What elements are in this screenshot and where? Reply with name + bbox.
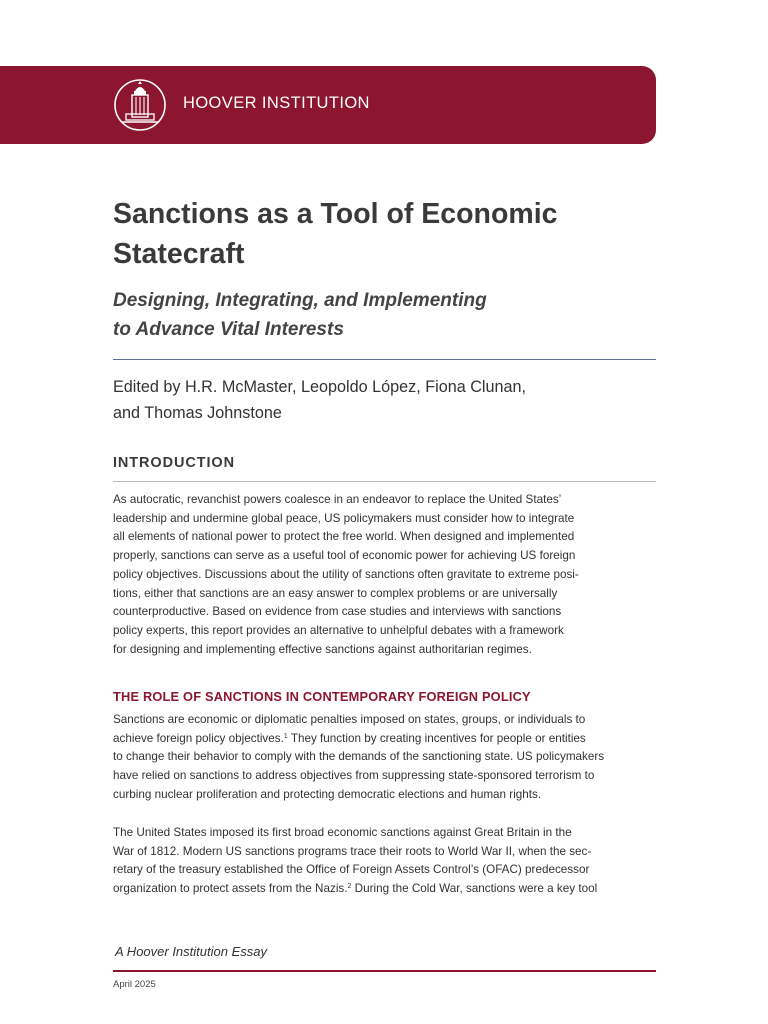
line-text: During the Cold War, sanctions were a key tool xyxy=(351,882,598,896)
hoover-tower-icon xyxy=(113,78,167,132)
paragraph-line xyxy=(113,880,597,899)
header-banner xyxy=(0,66,656,144)
paragraph-line: The United States imposed its first broad economic sanctions against Great Britain in the xyxy=(113,826,572,839)
introduction-heading: INTRODUCTION xyxy=(113,455,235,471)
editors-line xyxy=(113,374,653,426)
footnote-ref-2[interactable]: 2 xyxy=(347,883,352,891)
title-divider xyxy=(113,359,656,360)
paragraph-line: policy experts, this report provides an alternative to unhelpful debates with a framework xyxy=(113,623,564,637)
paragraph-line: Sanctions are economic or diplomatic penalties imposed on states, groups, or individuals to xyxy=(113,713,586,726)
subtitle-line: Designing, Integrating, and Implementing xyxy=(113,290,487,311)
paragraph-line: counterproductive. Based on evidence from case studies and interviews with sanctions xyxy=(113,605,562,619)
paragraph-line: leadership and undermine global peace, US policymakers must consider how to integrate xyxy=(113,511,575,525)
editors-text: Edited by H.R. McMaster, Leopoldo López, Fiona Clunan, xyxy=(113,378,527,396)
section-heading: THE ROLE OF SANCTIONS IN CONTEMPORARY FOREIGN POLICY xyxy=(113,689,531,704)
line-text: achieve foreign policy objectives. xyxy=(113,731,284,745)
paragraph-line: policy objectives. Discussions about the utility of sanctions often gravitate to extreme posi- xyxy=(113,567,579,581)
line-text: They function by creating incentives for people or entities xyxy=(287,731,586,745)
paragraph-line: War of 1812. Modern US sanctions programs trace their roots to World War II, when the sec- xyxy=(113,844,592,858)
editors-text: and Thomas Johnstone xyxy=(113,404,282,422)
paragraph-line: retary of the treasury established the Office of Foreign Assets Control’s (OFAC) predecessor xyxy=(113,863,590,877)
paragraph-line: tions, either that sanctions are an easy answer to complex problems or are universally xyxy=(113,586,558,600)
publication-date: April 2025 xyxy=(113,979,156,990)
subtitle-line: to Advance Vital Interests xyxy=(113,319,344,340)
paragraph-line: properly, sanctions can serve as a useful tool of economic power for achieving US foreign xyxy=(113,549,576,563)
institution-name: HOOVER INSTITUTION xyxy=(183,94,370,112)
paragraph-line: for designing and implementing effective sanctions against authoritarian regimes. xyxy=(113,642,532,656)
essay-label: A Hoover Institution Essay xyxy=(115,944,267,959)
line-text: organization to protect assets from the Nazis. xyxy=(113,882,348,896)
paragraph-line: have relied on sanctions to address objectives from suppressing state-sponsored terrorism to xyxy=(113,769,595,783)
paragraph-line: As autocratic, revanchist powers coalesce in an endeavor to replace the United States’ xyxy=(113,493,562,506)
paragraph-line: all elements of national power to protect the free world. When designed and implemented xyxy=(113,530,575,544)
section-paragraph-2 xyxy=(113,824,597,899)
introduction-paragraph xyxy=(113,491,579,659)
document-subtitle xyxy=(113,286,593,344)
footnote-ref-1[interactable]: 1 xyxy=(283,732,288,740)
section-paragraph-1 xyxy=(113,711,604,805)
footer-divider xyxy=(113,970,656,972)
paragraph-line: curbing nuclear proliferation and protecting democratic elections and human rights. xyxy=(113,787,542,801)
paragraph-line: to change their behavior to comply with the demands of the sanctioning state. US policymakers xyxy=(113,750,605,764)
document-title: Sanctions as a Tool of Economic Statecraft xyxy=(113,198,558,270)
paragraph-line xyxy=(113,730,604,749)
introduction-divider xyxy=(113,481,656,482)
